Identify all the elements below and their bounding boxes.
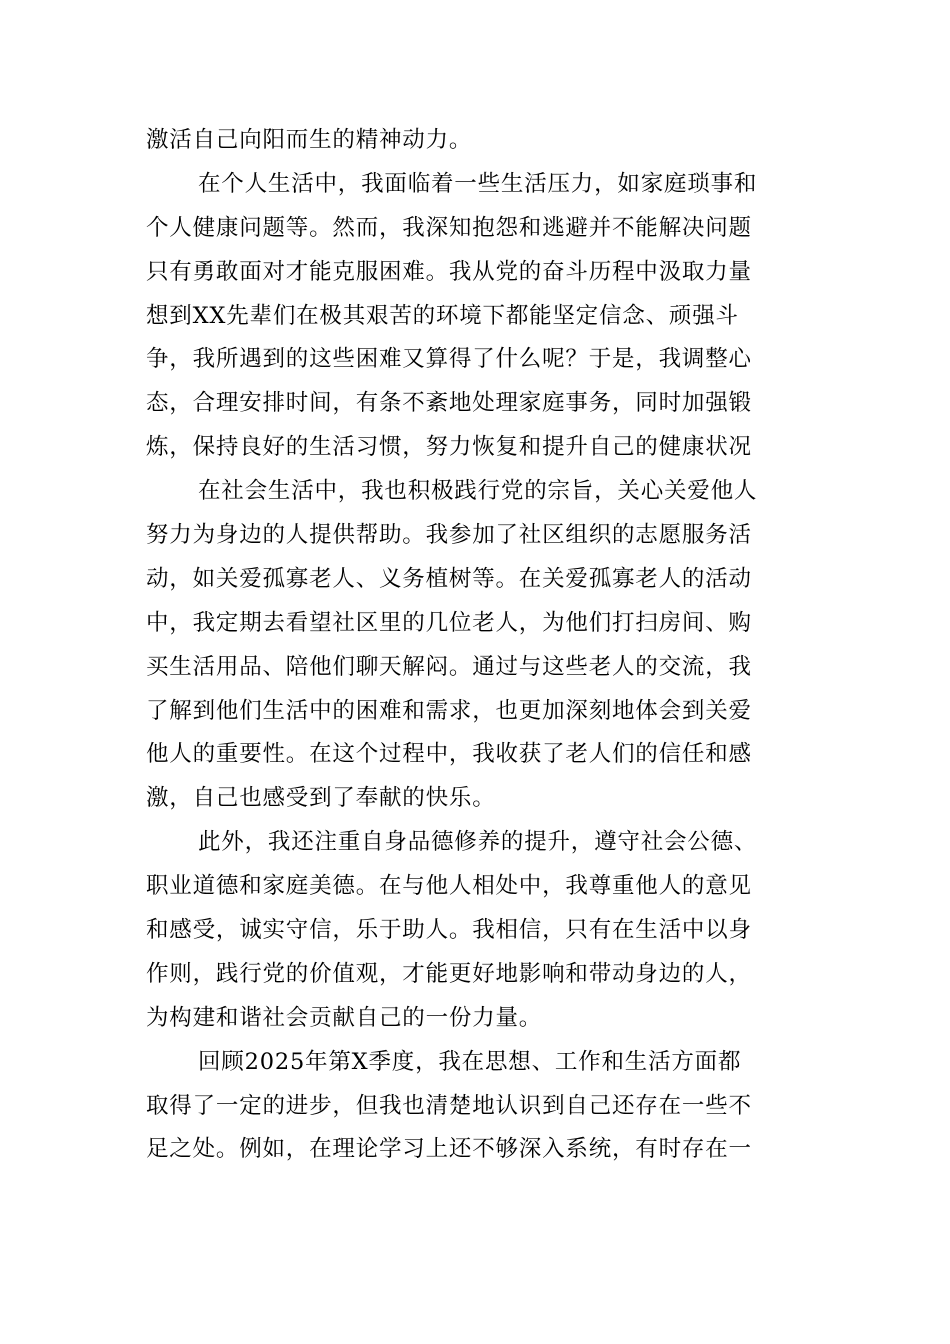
text-line-1: 激活自己向阳而生的精神动力。 bbox=[146, 127, 473, 153]
text-line-24: 足之处。例如，在理论学习上还不够深入系统，有时存在一 bbox=[146, 1136, 752, 1163]
text-line-6: 争，我所遇到的这些困难又算得了什么呢？于是，我调整心 bbox=[146, 346, 752, 373]
paragraph-start-personal-life: 在个人生活中，我面临着一些生活压力，如家庭琐事和 bbox=[198, 170, 758, 197]
text-line-20: 作则，践行党的价值观，才能更好地影响和带动身边的人， bbox=[146, 960, 752, 987]
text-line-18: 职业道德和家庭美德。在与他人相处中，我尊重他人的意见 bbox=[146, 873, 752, 900]
text-line-11: 动，如关爱孤寡老人、义务植树等。在关爱孤寡老人的活动 bbox=[146, 565, 752, 592]
document-body bbox=[146, 119, 811, 1172]
text-line-14: 了解到他们生活中的困难和需求，也更加深刻地体会到关爱 bbox=[146, 697, 752, 724]
text-line-15: 他人的重要性。在这个过程中，我收获了老人们的信任和感 bbox=[146, 741, 752, 768]
text-line-19: 和感受，诚实守信，乐于助人。我相信，只有在生活中以身 bbox=[146, 917, 752, 944]
text-line-3: 个人健康问题等。然而，我深知抱怨和逃避并不能解决问题 bbox=[146, 214, 752, 241]
text-line-4: 只有勇敢面对才能克服困难。我从党的奋斗历程中汲取力量 bbox=[146, 258, 752, 285]
paragraph-start-moral-cultivation: 此外，我还注重自身品德修养的提升，遵守社会公德、 bbox=[198, 829, 758, 856]
paragraph-start-review: 回顾2025年第X季度，我在思想、工作和生活方面都 bbox=[198, 1048, 742, 1075]
text-line-16: 激，自己也感受到了奉献的快乐。 bbox=[146, 785, 496, 812]
text-line-23: 取得了一定的进步，但我也清楚地认识到自己还存在一些不 bbox=[146, 1092, 752, 1119]
text-line-10: 努力为身边的人提供帮助。我参加了社区组织的志愿服务活 bbox=[146, 522, 752, 549]
text-line-13: 买生活用品、陪他们聊天解闷。通过与这些老人的交流，我 bbox=[146, 653, 752, 680]
text-line-5: 想到XX先辈们在极其艰苦的环境下都能坚定信念、顽强斗 bbox=[146, 302, 739, 329]
text-line-21: 为构建和谐社会贡献自己的一份力量。 bbox=[146, 1004, 543, 1031]
text-line-7: 态，合理安排时间，有条不紊地处理家庭事务，同时加强锻 bbox=[146, 390, 752, 417]
text-line-12: 中，我定期去看望社区里的几位老人，为他们打扫房间、购 bbox=[146, 609, 752, 636]
paragraph-start-social-life: 在社会生活中，我也积极践行党的宗旨，关心关爱他人 bbox=[198, 478, 758, 505]
text-line-8: 炼，保持良好的生活习惯，努力恢复和提升自己的健康状况 bbox=[146, 434, 752, 461]
